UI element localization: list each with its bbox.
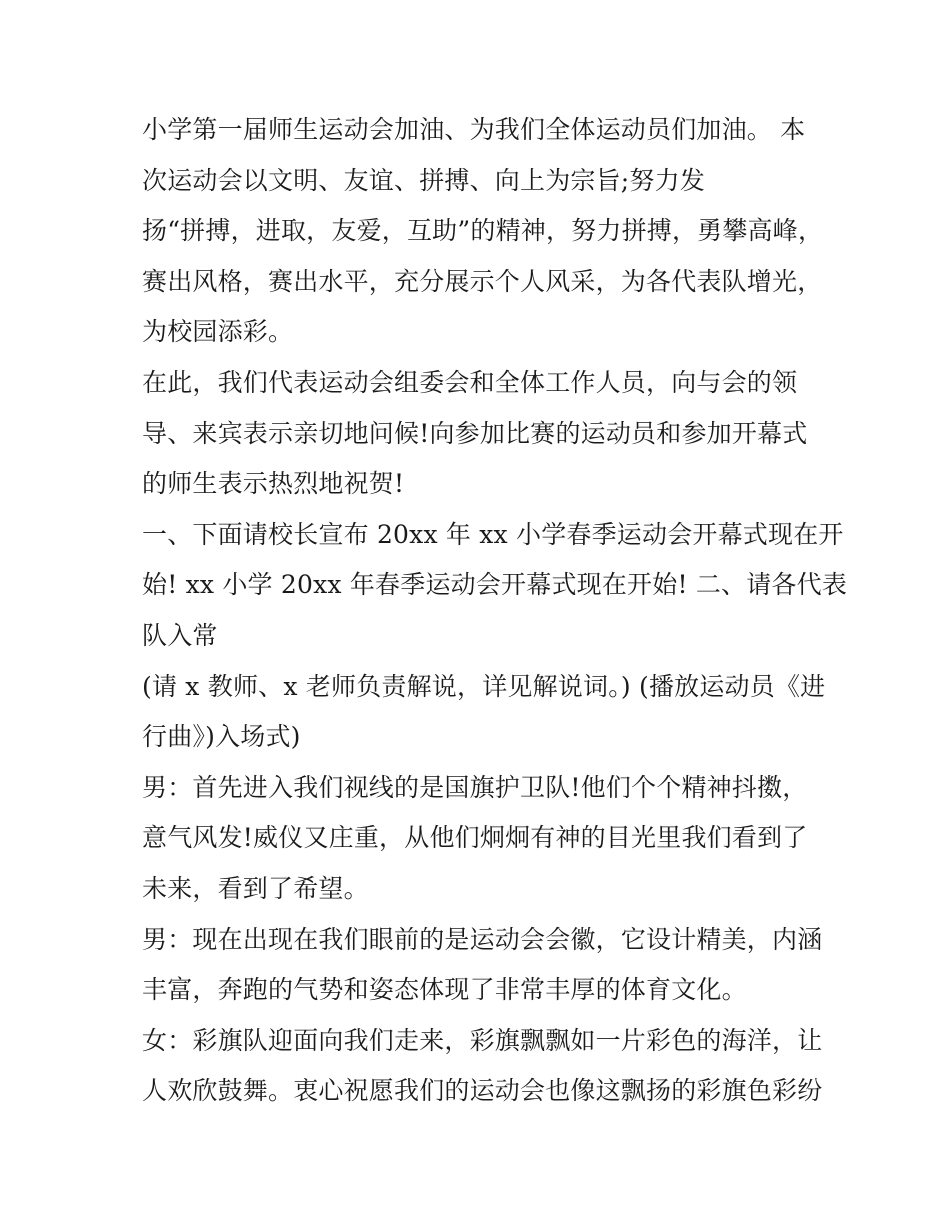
text-line: 一、下面请校长宣布 20xx 年 xx 小学春季运动会开幕式现在开	[142, 520, 844, 549]
text-line: 始! xx 小学 20xx 年春季运动会开幕式现在开始! 二、请各代表	[142, 570, 848, 599]
text-line: 男：首先进入我们视线的是国旗护卫队!他们个个精神抖擞，	[142, 773, 808, 802]
text-line: 的师生表示热烈地祝贺!	[142, 469, 405, 498]
text-line: 丰富，奔跑的气势和姿态体现了非常丰厚的体育文化。	[142, 975, 747, 1004]
text-line: 导、来宾表示亲切地问候!向参加比赛的运动员和参加开幕式	[142, 419, 808, 448]
text-line: 在此，我们代表运动会组委会和全体工作人员，向与会的领	[142, 368, 798, 397]
text-line: (请 x 教师、x 老师负责解说，详见解说词。) (播放运动员《进	[142, 672, 826, 701]
text-line: 意气风发!威仪又庄重，从他们炯炯有神的目光里我们看到了	[142, 823, 808, 852]
text-line: 队入常	[142, 621, 218, 650]
text-line: 男：现在出现在我们眼前的是运动会会徽，它设计精美，内涵	[142, 925, 823, 954]
text-line: 未来，看到了希望。	[142, 874, 369, 903]
text-line: 人欢欣鼓舞。衷心祝愿我们的运动会也像这飘扬的彩旗色彩纷	[142, 1076, 823, 1105]
text-line: 行曲》)入场式)	[142, 722, 301, 751]
text-line: 为校园添彩。	[142, 317, 294, 346]
text-line: 女：彩旗队迎面向我们走来，彩旗飘飘如一片彩色的海洋，让	[142, 1026, 823, 1055]
text-line: 次运动会以文明、友谊、拼搏、向上为宗旨;努力发	[142, 166, 706, 195]
text-line: 赛出风格，赛出水平，充分展示个人风采，为各代表队增光，	[142, 267, 823, 296]
text-line: 扬“拼搏，进取，友爱，互助”的精神，努力拼搏，勇攀高峰，	[142, 216, 824, 245]
text-line: 小学第一届师生运动会加油、为我们全体运动员们加油。 本	[142, 115, 806, 144]
